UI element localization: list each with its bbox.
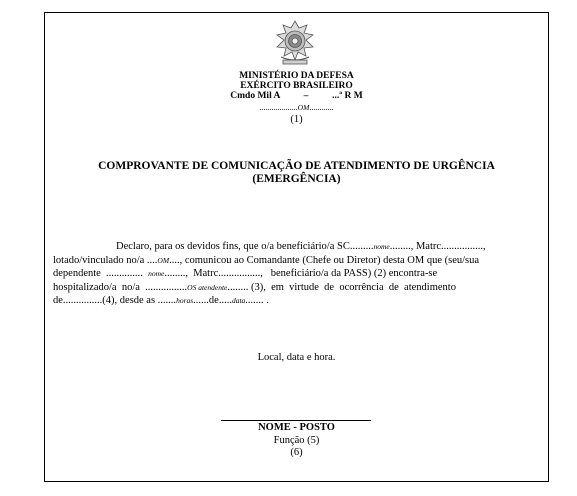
declaration-paragraph [53, 240, 545, 308]
declaration-line-1 [53, 240, 545, 254]
placeholder-nome: nome [148, 269, 165, 279]
army-heading: EXÉRCITO BRASILEIRO [240, 81, 353, 91]
om-placeholder [45, 103, 548, 112]
placeholder-data: data [231, 296, 246, 306]
placeholder-nome: nome [373, 242, 390, 251]
text-segment: de...............(4), desde as ....... [53, 295, 177, 307]
signature-function: Função (5) [273, 435, 320, 446]
placeholder-horas: horas [176, 296, 194, 306]
text-segment: ........, Matrc................, beneficiário/a da PASS) (2) encontra-se [164, 268, 438, 280]
text-segment: ........ (3), em virtude de ocorrência de atendimento [227, 281, 456, 293]
place-date-line: Local, data e hora. [257, 352, 336, 363]
document-page [44, 12, 549, 482]
note-1: (1) [290, 114, 303, 125]
text-segment: ........, Matrc................, [389, 241, 486, 252]
command-line: Cmdo Mil A – ...ª R M [230, 91, 363, 101]
title-line-1: COMPROVANTE DE COMUNICAÇÃO DE ATENDIMENTO DE URGÊNCIA [98, 160, 495, 172]
ministry-heading: MINISTÉRIO DA DEFESA [239, 71, 354, 81]
declaration-line-4 [53, 281, 545, 295]
om-dots-right: ............ [309, 103, 334, 112]
signature-line [221, 420, 371, 421]
note-6: (6) [290, 447, 303, 458]
text-segment: ......de..... [193, 295, 232, 307]
declaration-line-3 [53, 267, 545, 281]
text-segment: ....... . [245, 295, 269, 307]
text-segment: hospitalizado/a no/a ................ [53, 281, 188, 293]
text-segment: lotado/vinculado no/a .... [53, 254, 158, 266]
text-segment: ...., comunicou ao Comandante (Chefe ou Diretor) desta OM que (seu/sua [169, 254, 480, 266]
coat-of-arms-emblem [273, 19, 317, 67]
document-title [45, 160, 548, 186]
text-segment: dependente .............. [53, 268, 149, 280]
placeholder-os-atendente: OS atendente [187, 282, 228, 292]
placeholder-om: OM [157, 255, 170, 265]
title-line-2: (EMERGÊNCIA) [252, 173, 341, 185]
declaration-line-5 [53, 294, 545, 308]
signature-name-rank: NOME - POSTO [258, 422, 335, 433]
om-dots-left: ................... [259, 103, 298, 112]
text-segment: Declaro, para os devidos fins, que o/a beneficiário/a SC......... [116, 241, 374, 252]
om-label: OM [297, 103, 310, 112]
declaration-line-2 [53, 254, 545, 268]
